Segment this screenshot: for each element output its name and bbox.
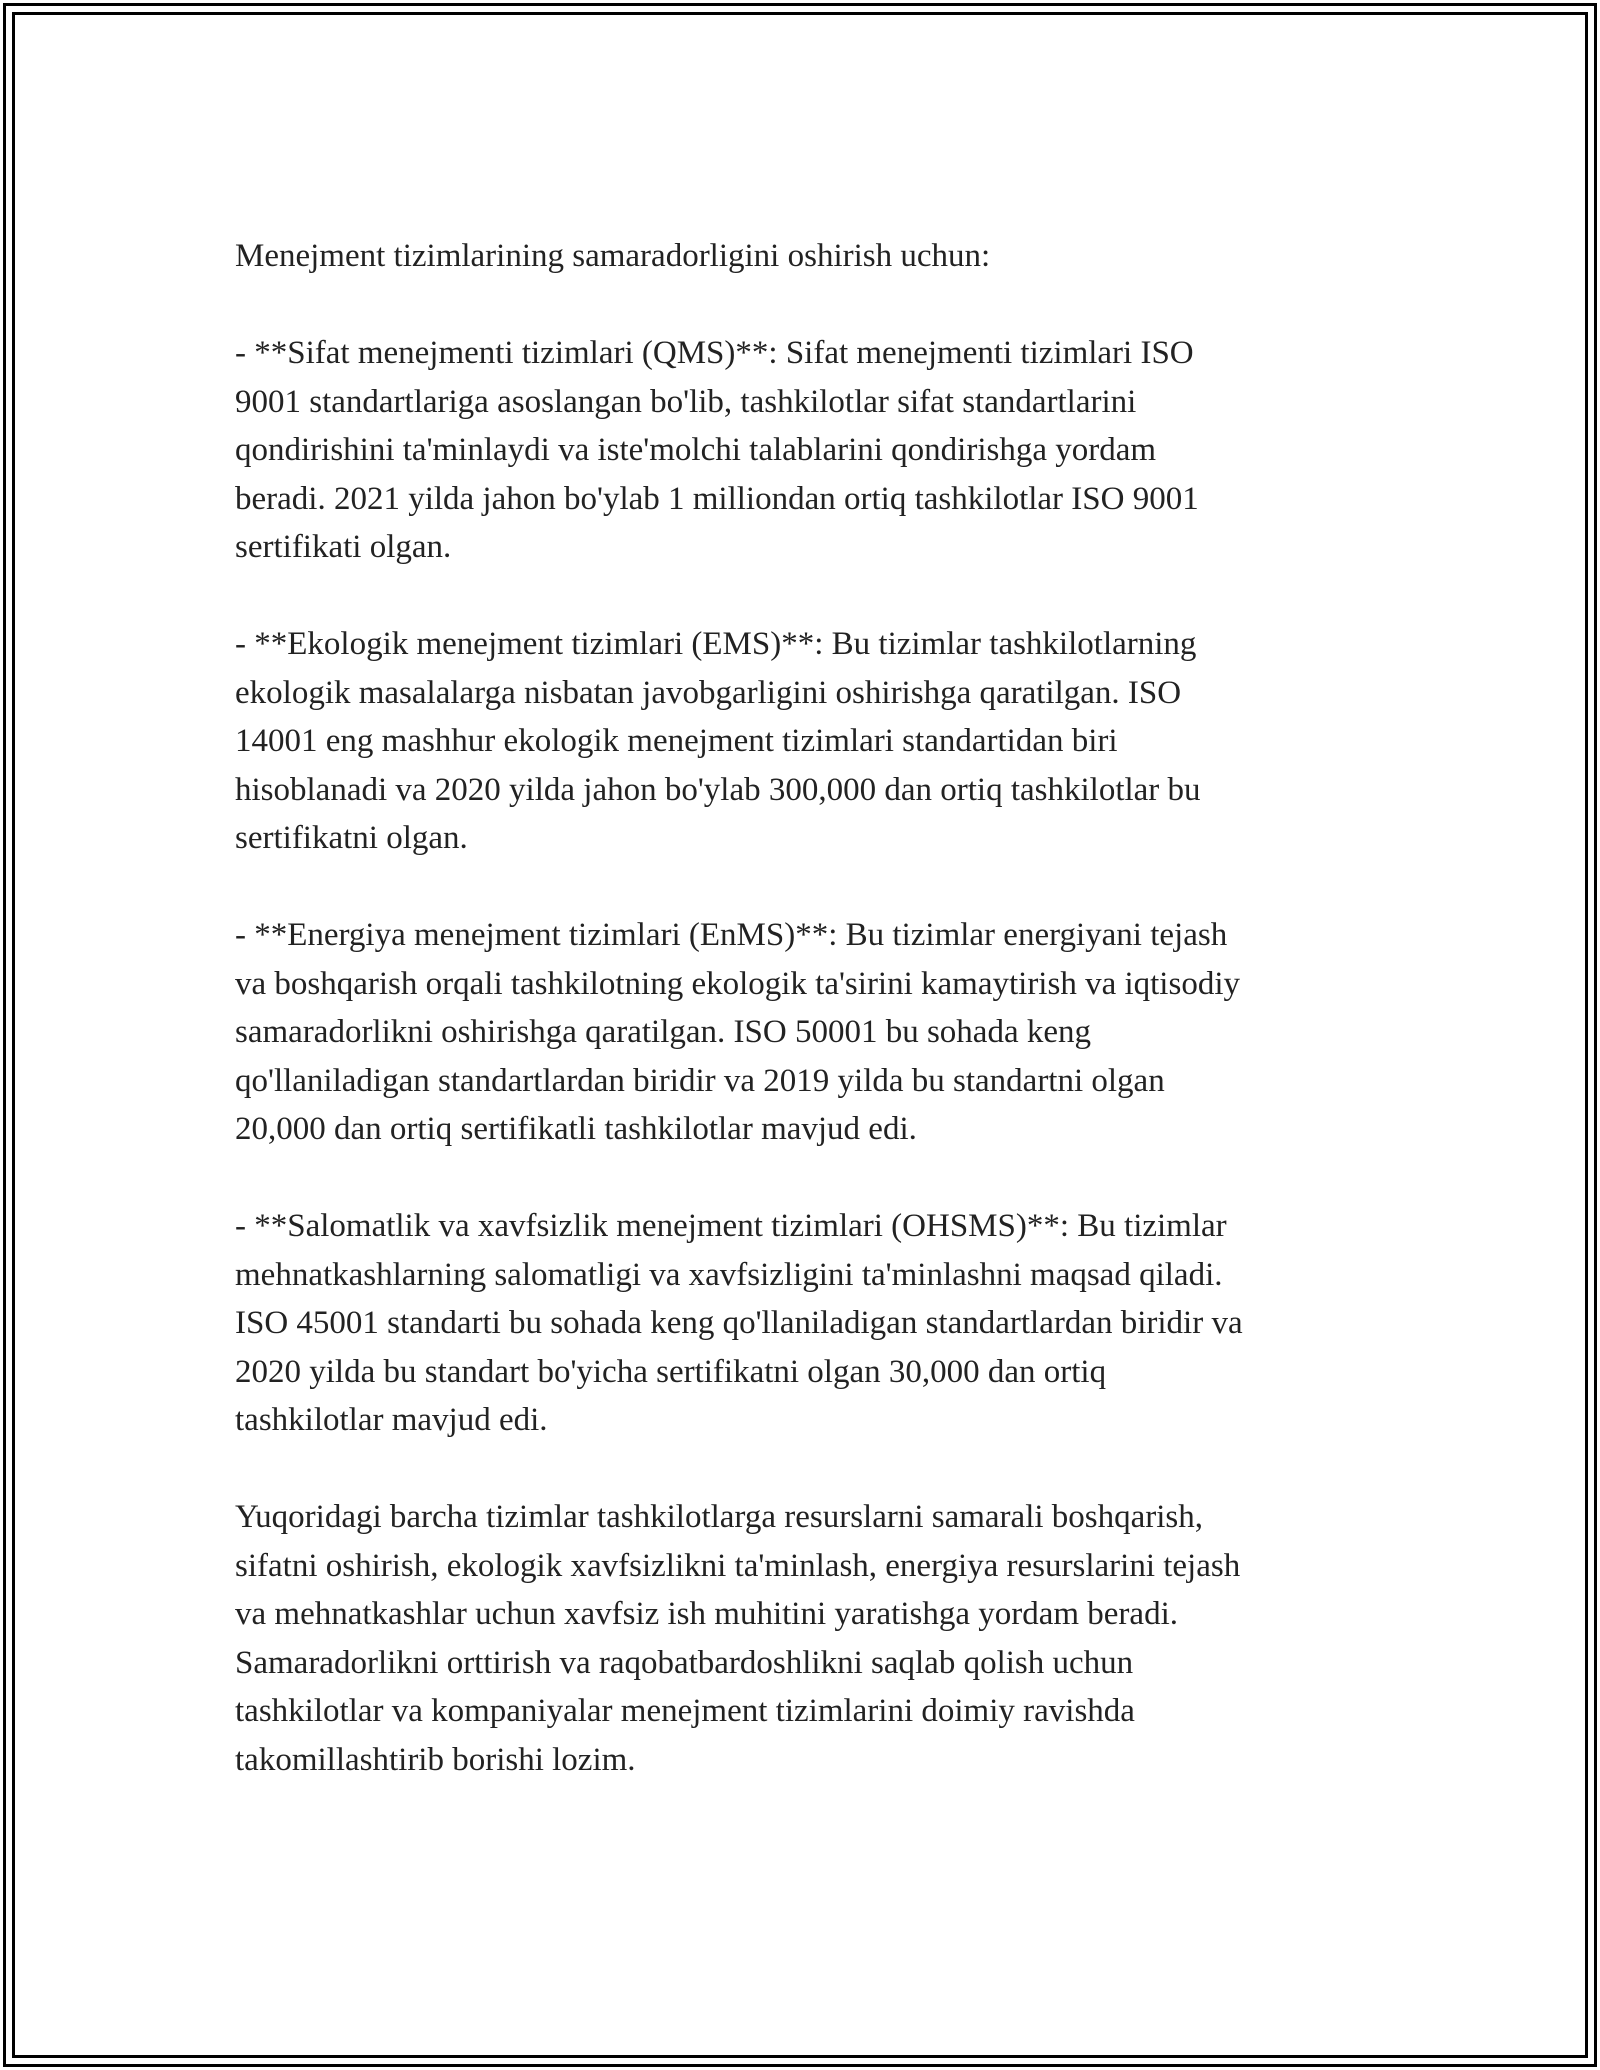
qms-line-3: qondirishini ta'minlaydi va iste'molchi talablarini qondirishga yordam: [235, 432, 1157, 468]
enms-paragraph: [235, 911, 1375, 1154]
conclusion-line-2: sifatni oshirish, ekologik xavfsizlikni ta'minlash, energiya resurslarini tejash: [235, 1547, 1241, 1584]
conclusion-line-6: takomillashtirib borishi lozim.: [235, 1741, 636, 1778]
qms-paragraph: [235, 329, 1375, 572]
enms-line-1: - **Energiya menejment tizimlari (EnMS)**: Bu tizimlar energiyani tejash: [235, 917, 1228, 953]
ems-line-2: ekologik masalalarga nisbatan javobgarligini oshirishga qaratilgan. ISO: [235, 674, 1182, 711]
ems-line-3: 14001 eng mashhur ekologik menejment tizimlari standartidan biri: [235, 723, 1118, 759]
intro-paragraph: [235, 232, 1375, 281]
ohsms-line-1: - **Salomatlik va xavfsizlik menejment tizimlari (OHSMS)**: Bu tizimlar: [235, 1208, 1227, 1244]
enms-line-4: qo'llaniladigan standartlardan biridir va 2019 yilda bu standartni olgan: [235, 1062, 1165, 1099]
ohsms-line-5: tashkilotlar mavjud edi.: [235, 1402, 548, 1438]
conclusion-paragraph: [235, 1493, 1375, 1784]
ems-paragraph: [235, 620, 1375, 863]
ohsms-paragraph: [235, 1202, 1375, 1445]
document-body: [235, 232, 1375, 1784]
conclusion-line-5: tashkilotlar va kompaniyalar menejment tizimlarini doimiy ravishda: [235, 1693, 1135, 1729]
qms-line-5: sertifikati olgan.: [235, 529, 452, 565]
enms-line-3: samaradorlikni oshirishga qaratilgan. ISO 50001 bu sohada keng: [235, 1014, 1091, 1050]
conclusion-line-3: va mehnatkashlar uchun xavfsiz ish muhitini yaratishga yordam beradi.: [235, 1596, 1178, 1632]
ems-line-5: sertifikatni olgan.: [235, 820, 468, 856]
qms-line-1: - **Sifat menejmenti tizimlari (QMS)**: Sifat menejmenti tizimlari ISO: [235, 335, 1194, 371]
qms-line-2: 9001 standartlariga asoslangan bo'lib, tashkilotlar sifat standartlarini: [235, 383, 1137, 420]
ems-line-4: hisoblanadi va 2020 yilda jahon bo'ylab 300,000 dan ortiq tashkilotlar bu: [235, 771, 1201, 808]
enms-line-2: va boshqarish orqali tashkilotning ekologik ta'sirini kamaytirish va iqtisodiy: [235, 965, 1240, 1002]
ems-line-1: - **Ekologik menejment tizimlari (EMS)**: Bu tizimlar tashkilotlarning: [235, 626, 1197, 662]
ohsms-line-3: ISO 45001 standarti bu sohada keng qo'llaniladigan standartlardan biridir va: [235, 1305, 1243, 1341]
intro-line: Menejment tizimlarining samaradorligini oshirish uchun:: [235, 238, 991, 274]
enms-line-5: 20,000 dan ortiq sertifikatli tashkilotlar mavjud edi.: [235, 1111, 917, 1147]
ohsms-line-2: mehnatkashlarning salomatligi va xavfsizligini ta'minlashni maqsad qiladi.: [235, 1256, 1223, 1293]
conclusion-line-1: Yuqoridagi barcha tizimlar tashkilotlarga resurslarni samarali boshqarish,: [235, 1499, 1204, 1535]
ohsms-line-4: 2020 yilda bu standart bo'yicha sertifikatni olgan 30,000 dan ortiq: [235, 1353, 1107, 1390]
qms-line-4: beradi. 2021 yilda jahon bo'ylab 1 milliondan ortiq tashkilotlar ISO 9001: [235, 480, 1199, 517]
conclusion-line-4: Samaradorlikni orttirish va raqobatbardoshlikni saqlab qolish uchun: [235, 1644, 1134, 1681]
